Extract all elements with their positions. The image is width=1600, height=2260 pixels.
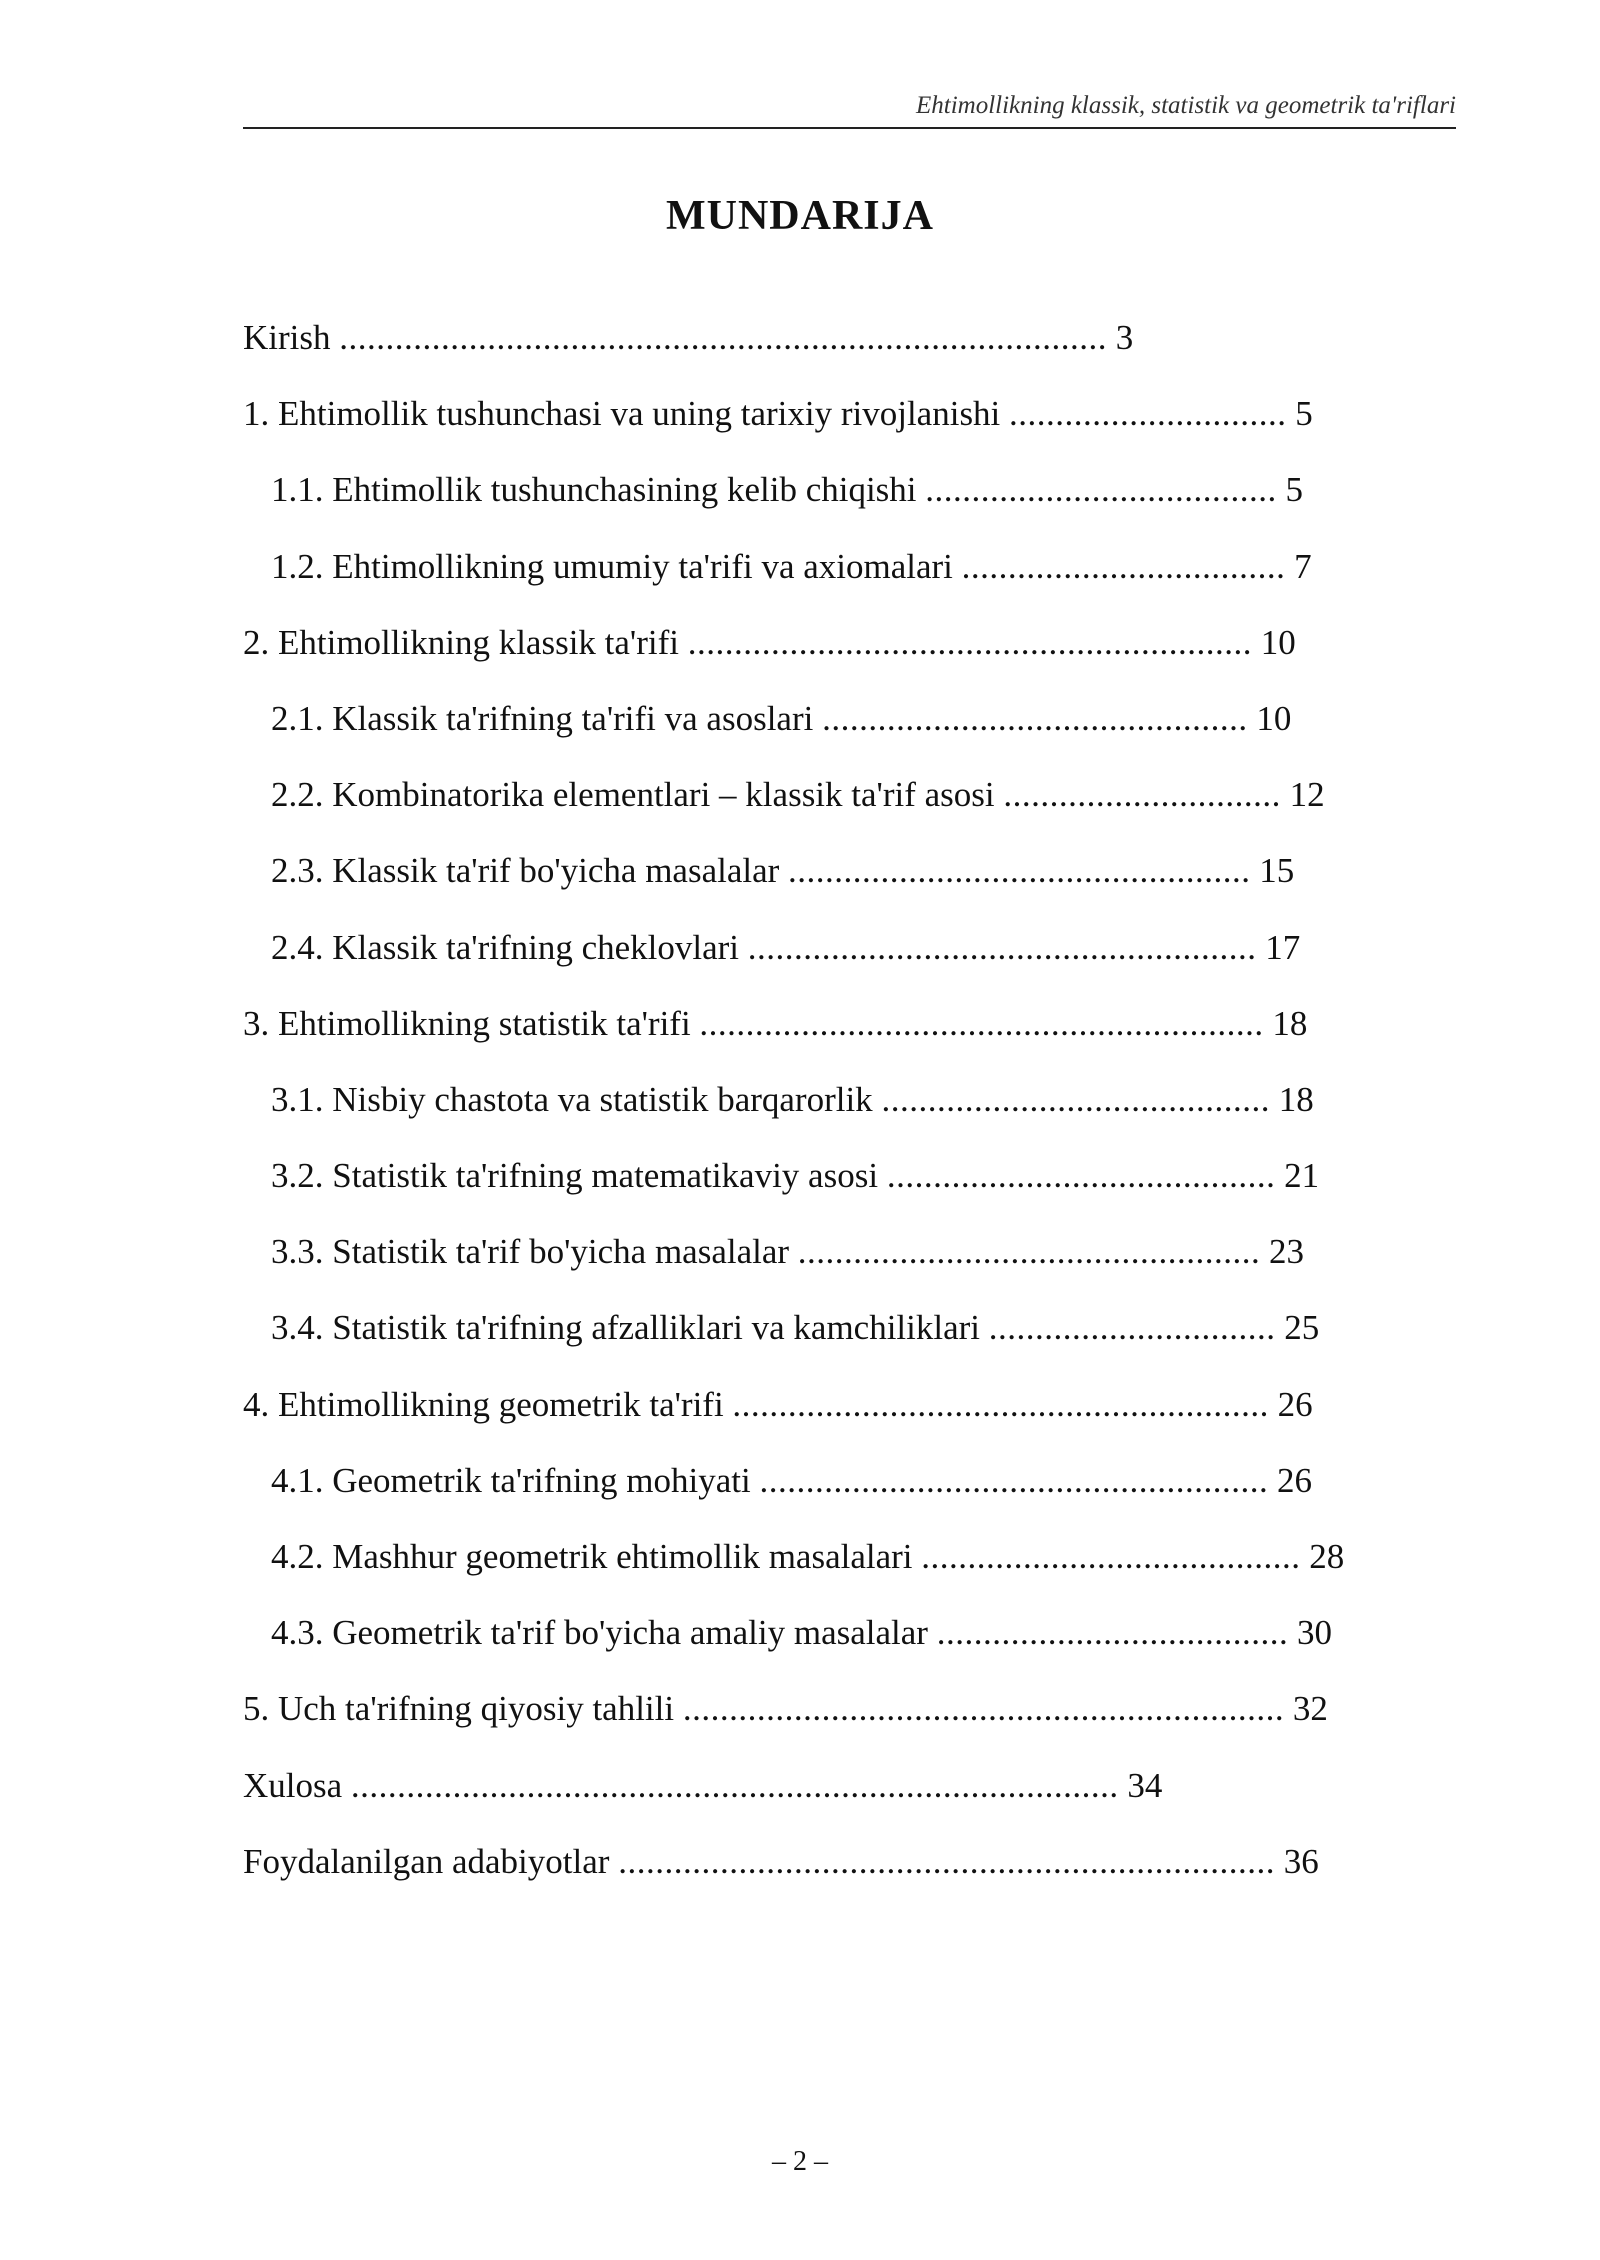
toc-page-number: 12 — [1289, 775, 1325, 815]
toc-dot-leader: .................................................. — [797, 1232, 1261, 1272]
toc-dot-leader: .......................................... — [886, 1156, 1276, 1196]
toc-dot-leader: .......................................................... — [732, 1384, 1269, 1424]
toc-dot-leader: ................................... — [961, 546, 1286, 586]
toc-subentry — [243, 769, 1443, 845]
toc-entry-label: 2.3. Klassik ta'rif bo'yicha masalalar — [271, 851, 780, 891]
toc-entry-label: 4.3. Geometrik ta'rif bo'yicha amaliy masalalar — [271, 1613, 928, 1653]
toc-dot-leader: ................................................................................... — [350, 1765, 1119, 1805]
toc-page-number: 15 — [1259, 851, 1295, 891]
page-title: MUNDARIJA — [666, 193, 934, 239]
toc-page-number: 36 — [1283, 1841, 1319, 1881]
toc-dot-leader: ...................................... — [936, 1613, 1289, 1653]
toc-dot-leader: ...................................... — [925, 470, 1277, 510]
toc-entry-label: 3.1. Nisbiy chastota va statistik barqarorlik — [271, 1079, 873, 1119]
toc-entry-label: 4.2. Mashhur geometrik ehtimollik masalalari — [271, 1537, 913, 1576]
toc-entry — [243, 617, 1443, 693]
toc-entry-label: 2.1. Klassik ta'rifning ta'rifi va asoslari — [271, 698, 814, 738]
toc-page-number: 25 — [1284, 1308, 1320, 1348]
toc-entry-label: Foydalanilgan adabiyotlar — [243, 1841, 610, 1881]
toc-page-number: 5 — [1295, 394, 1313, 434]
toc-entry-label: 4. Ehtimollikning geometrik ta'rifi — [243, 1384, 724, 1424]
toc-page-number: 3 — [1115, 318, 1134, 357]
toc-entry-label: 4.1. Geometrik ta'rifning mohiyati — [271, 1460, 751, 1500]
toc-dot-leader: .............................. — [1003, 775, 1281, 815]
toc-dot-leader: ............................... — [988, 1308, 1276, 1348]
toc-dot-leader: ............................................................. — [687, 622, 1252, 662]
table-of-contents — [243, 312, 1443, 1912]
page-number: – 2 – — [772, 2146, 828, 2177]
toc-page-number: 26 — [1276, 1460, 1312, 1500]
toc-entry-label: Xulosa — [243, 1765, 343, 1805]
toc-entry-label: 3.3. Statistik ta'rif bo'yicha masalalar — [271, 1232, 790, 1272]
toc-entry-label: 1.1. Ehtimollik tushunchasining kelib chiqishi — [271, 470, 917, 510]
toc-page-number: 26 — [1277, 1384, 1313, 1424]
toc-entry-label: 2.4. Klassik ta'rifning cheklovlari — [271, 927, 740, 967]
toc-page-number: 34 — [1127, 1765, 1163, 1805]
toc-page-number: 5 — [1285, 470, 1304, 510]
toc-subentry — [243, 1302, 1443, 1378]
toc-entry-label: 3. Ehtimollikning statistik ta'rifi — [243, 1003, 691, 1043]
toc-page-number: 17 — [1265, 927, 1301, 967]
toc-dot-leader: ....................................................... — [747, 927, 1257, 967]
toc-entry — [243, 998, 1443, 1074]
toc-entry-label: 1. Ehtimollik tushunchasi va uning tarixiy rivojlanishi — [243, 394, 1001, 434]
toc-subentry — [243, 1531, 1443, 1607]
toc-page-number: 18 — [1272, 1003, 1308, 1043]
header-rule — [243, 127, 1456, 129]
toc-entry-label: 3.2. Statistik ta'rifning matematikaviy asosi — [271, 1156, 879, 1196]
toc-entry — [243, 1683, 1443, 1759]
toc-entry — [243, 1836, 1443, 1912]
toc-entry — [243, 312, 1443, 388]
toc-subentry — [243, 1607, 1443, 1683]
toc-dot-leader: .............................. — [1009, 394, 1287, 434]
toc-entry-label: 1.2. Ehtimollikning umumiy ta'rifi va axiomalari — [271, 546, 953, 586]
running-header: Ehtimollikning klassik, statistik va geometrik ta'riflari — [915, 92, 1456, 119]
toc-dot-leader: .................................................. — [788, 851, 1251, 891]
toc-entry-label: 2. Ehtimollikning klassik ta'rifi — [243, 622, 679, 662]
toc-page-number: 28 — [1309, 1537, 1345, 1576]
toc-page-number: 21 — [1284, 1156, 1320, 1196]
toc-subentry — [243, 1455, 1443, 1531]
toc-entry — [243, 388, 1443, 464]
toc-page-number: 10 — [1260, 622, 1296, 662]
toc-entry-label: 3.4. Statistik ta'rifning afzalliklari va kamchiliklari — [271, 1308, 981, 1348]
toc-page-number: 30 — [1296, 1613, 1332, 1653]
toc-page-number: 23 — [1269, 1232, 1305, 1272]
toc-subentry — [243, 1150, 1443, 1226]
toc-subentry — [243, 1226, 1443, 1302]
toc-entry — [243, 1379, 1443, 1455]
toc-dot-leader: ................................................................................... — [339, 318, 1107, 357]
toc-subentry — [243, 541, 1443, 617]
toc-dot-leader: .............................................. — [822, 698, 1248, 738]
toc-subentry — [243, 845, 1443, 921]
toc-dot-leader: ............................................................. — [699, 1003, 1264, 1043]
toc-subentry — [243, 464, 1443, 540]
toc-entry-label: Kirish — [243, 318, 331, 357]
toc-page-number: 7 — [1294, 546, 1312, 586]
toc-dot-leader: .......................................... — [881, 1079, 1270, 1119]
toc-entry — [243, 1760, 1443, 1836]
toc-subentry — [243, 922, 1443, 998]
toc-page-number: 18 — [1278, 1079, 1314, 1119]
toc-page-number: 32 — [1292, 1689, 1328, 1729]
toc-dot-leader: ................................................................. — [682, 1689, 1285, 1729]
toc-subentry — [243, 1074, 1443, 1150]
toc-entry-label: 2.2. Kombinatorika elementlari – klassik ta'rif asosi — [271, 775, 995, 815]
toc-subentry — [243, 693, 1443, 769]
toc-dot-leader: ....................................................................... — [618, 1841, 1275, 1881]
toc-entry-label: 5. Uch ta'rifning qiyosiy tahlili — [243, 1689, 675, 1729]
toc-dot-leader: ....................................................... — [759, 1460, 1269, 1500]
toc-dot-leader: ......................................... — [921, 1537, 1301, 1576]
toc-page-number: 10 — [1256, 698, 1292, 738]
